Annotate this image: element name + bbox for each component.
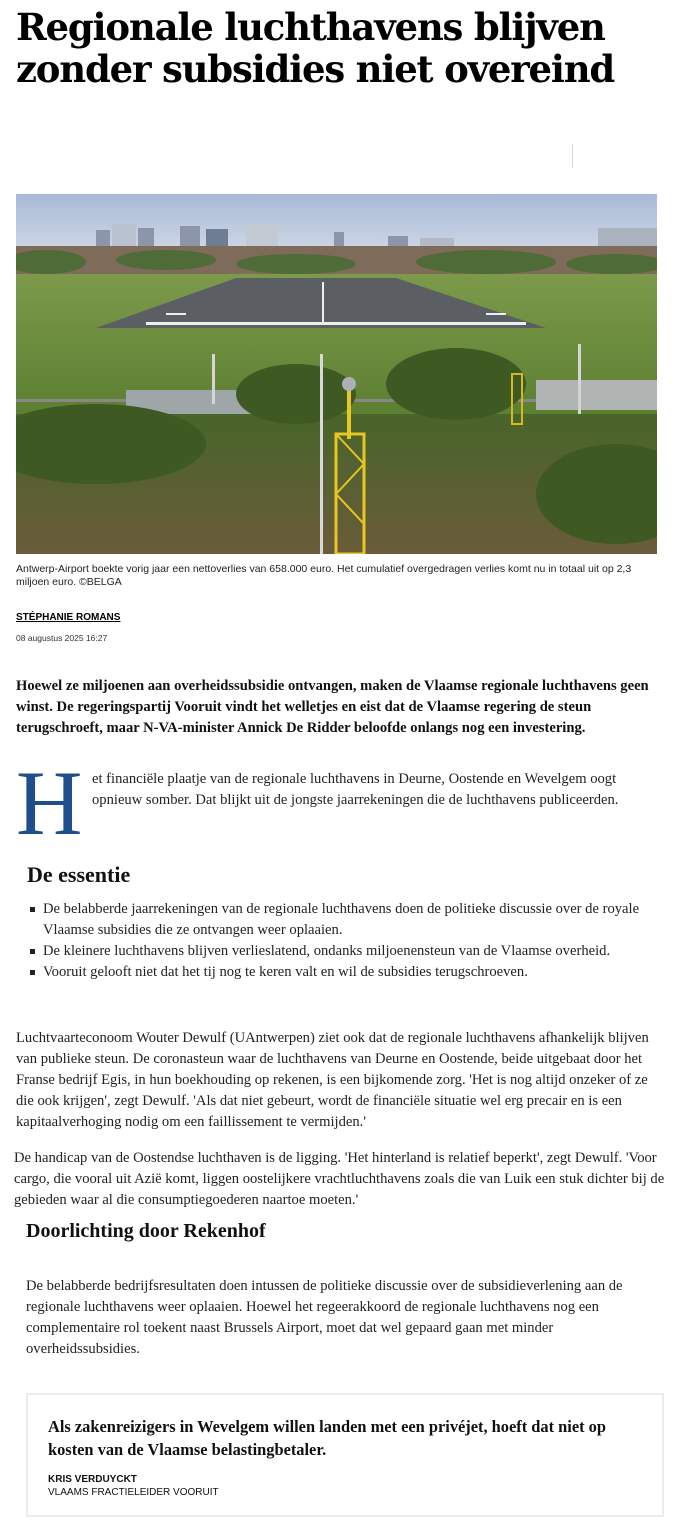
quote-text: Als zakenreizigers in Wevelgem willen landen met een privéjet, hoeft dat niet op kosten van de Vlaamse belastingbetaler. xyxy=(48,1417,606,1459)
essentie-item xyxy=(26,899,656,941)
article-lead: Hoewel ze miljoenen aan overheidssubsidie ontvangen, maken de Vlaamse regionale luchthavens geen winst. De regeringspartij Vooruit vindt het welletjes en eist dat de Vlaamse regering de steun terugschroeft, maar N-VA-minister Annick De Ridder beloofde onlangs nog een investering. xyxy=(16,678,649,736)
pull-quote xyxy=(26,1393,664,1517)
author-link[interactable]: STÉPHANIE ROMANS xyxy=(16,612,121,623)
essentie-item-text: De kleinere luchthavens blijven verlieslatend, ondanks miljoenensteun van de Vlaamse overheid. xyxy=(43,943,611,959)
essentie-item-text: De belabberde jaarrekeningen van de regionale luchthavens doen de politieke discussie over de royale Vlaamse subsidies die ze ontvangen weer oplaaien. xyxy=(43,901,640,938)
intro-paragraph: et financiële plaatje van de regionale luchthavens in Deurne, Oostende en Wevelgem oogt opnieuw somber. Dat blijkt uit de jongste jaarrekeningen die de luchthavens publiceerden. xyxy=(92,771,619,808)
drop-cap: H xyxy=(16,752,83,854)
essentie-item xyxy=(26,962,656,983)
section-heading: Doorlichting door Rekenhof xyxy=(26,1220,266,1242)
body-paragraph: Luchtvaarteconoom Wouter Dewulf (UAntwerpen) ziet ook dat de regionale luchthavens afhankelijk blijven van publieke steun. De coronasteun waar de luchthavens van Deurne en Oostende, beide uitgebaat door het Franse bedrijf Egis, in hun boekhouding op rekenen, is een bijkomende zorg. 'Het is nog altijd onzeker of ze die ook krijgen', zegt Dewulf. 'Als dat niet gebeurt, wordt de financiële situatie wel erg precair en is een kapitaalverhoging nodig om een faillissement te vermijden.' xyxy=(16,1030,649,1130)
publish-date: 08 augustus 2025 16:27 xyxy=(16,633,108,643)
bullet-icon xyxy=(30,907,35,912)
essentie-heading: De essentie xyxy=(27,862,131,887)
image-caption: Antwerp-Airport boekte vorig jaar een nettoverlies van 658.000 euro. Het cumulatief overgedragen verlies komt nu in totaal uit op 2,3 miljoen euro. ©BELGA xyxy=(16,563,632,588)
essentie-item xyxy=(26,941,656,962)
header-divider xyxy=(572,144,573,168)
essentie-list xyxy=(26,899,656,983)
hero-image xyxy=(16,194,657,554)
bullet-icon xyxy=(30,970,35,975)
quote-author-name: KRIS VERDUYCKT xyxy=(48,1474,137,1485)
bullet-icon xyxy=(30,949,35,954)
quote-author-role: VLAAMS FRACTIELEIDER VOORUIT xyxy=(48,1487,219,1498)
essentie-item-text: Vooruit gelooft niet dat het tij nog te keren valt en wil de subsidies terugschroeven. xyxy=(43,964,528,980)
article-title: Regionale luchthavens blijven zonder subsidies niet overeind xyxy=(16,5,615,91)
body-paragraph: De handicap van de Oostendse luchthaven is de ligging. 'Het hinterland is relatief beperkt', zegt Dewulf. 'Voor cargo, die vooral uit Azië komt, liggen oostelijkere vrachtluchthavens zoals die van Luik een stuk dichter bij de gebieden waar al die consumptiegoederen naartoe moeten.' xyxy=(14,1150,665,1208)
body-paragraph: De belabberde bedrijfsresultaten doen intussen de politieke discussie over de subsidieverlening aan de regionale luchthavens weer oplaaien. Hoewel het regeerakkoord de regionale luchthavens nog een complementaire rol toekent naast Brussels Airport, moet dat wel gepaard gaan met minder overheidssubsidies. xyxy=(26,1278,623,1357)
